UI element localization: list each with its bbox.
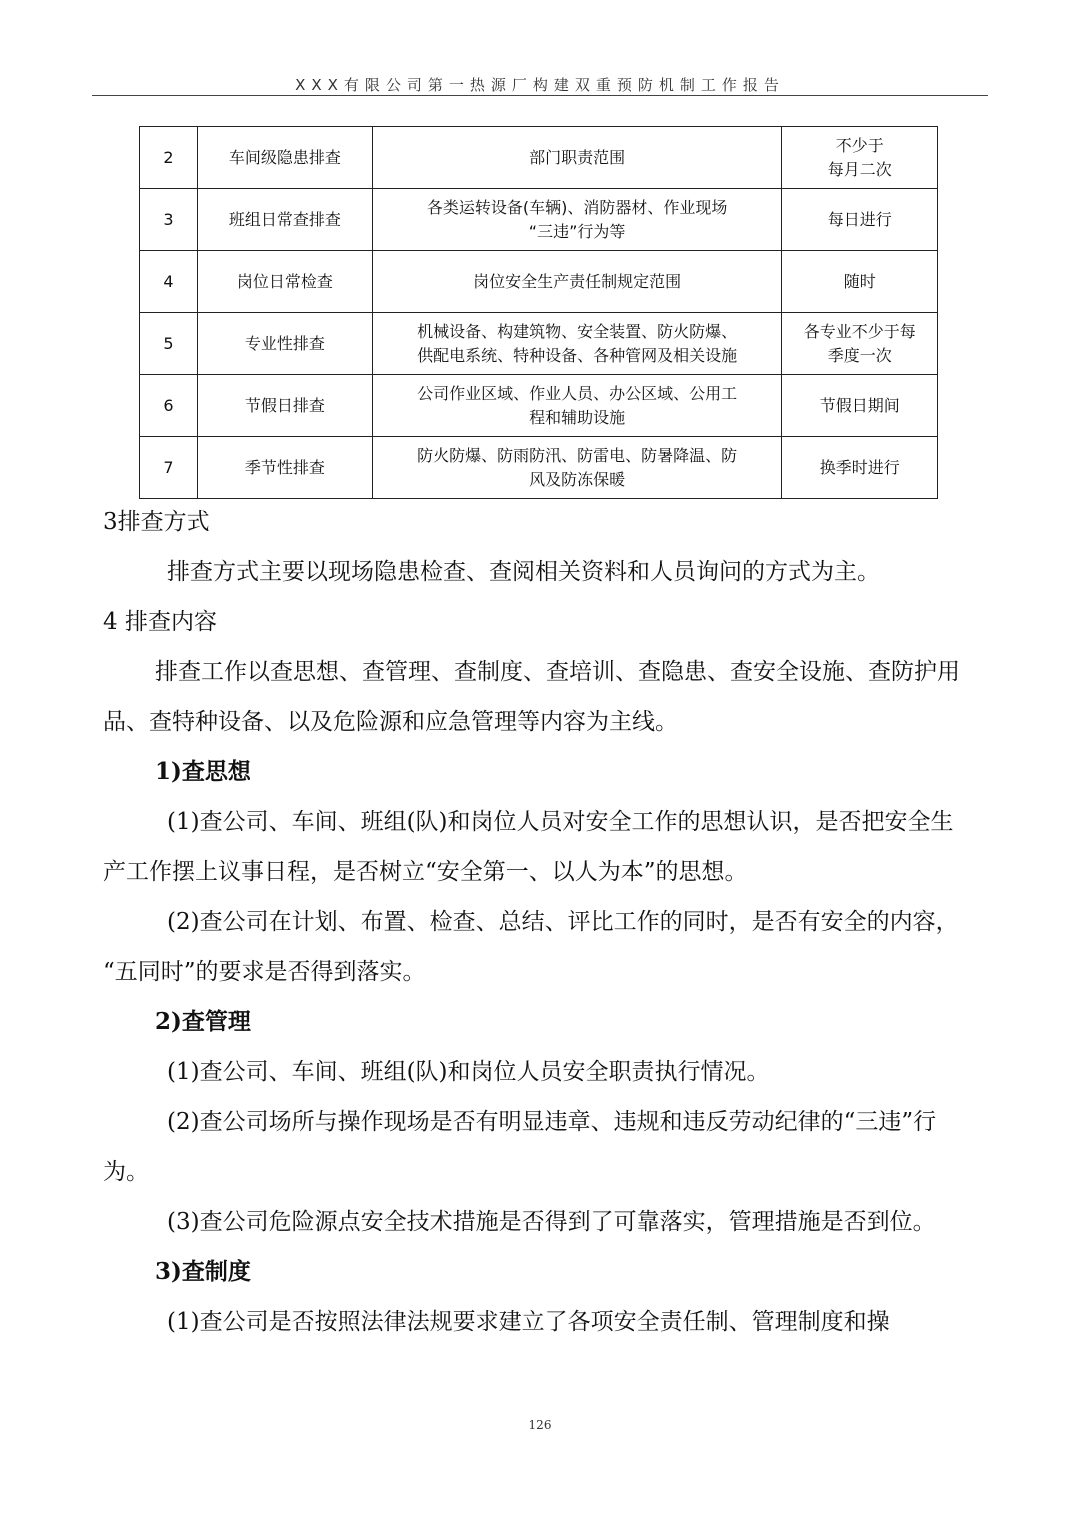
frequency-cell: 节假日期间 [782,375,938,437]
inspection-table [139,126,938,499]
subsection-3-item-1: (1)查公司是否按照法律法规要求建立了各项安全责任制、管理制度和操 [167,1309,890,1335]
frequency-cell: 不少于 每月二次 [782,127,938,189]
inspection-type-cell: 班组日常查排查 [197,189,372,251]
row-number-cell: 7 [140,437,198,499]
table-row [140,313,938,375]
body-content [103,497,975,1347]
row-number-cell: 5 [140,313,198,375]
subsection-2-heading: 2)查管理 [155,1008,251,1035]
row-number-cell: 2 [140,127,198,189]
inspection-type-cell: 节假日排查 [197,375,372,437]
row-number-cell: 4 [140,251,198,313]
inspection-scope-cell: 防火防爆、防雨防汛、防雷电、防暑降温、防 风及防冻保暖 [372,437,782,499]
inspection-type-cell: 专业性排查 [197,313,372,375]
inspection-type-cell: 岗位日常检查 [197,251,372,313]
table-row [140,251,938,313]
subsection-2-item-2: (2)查公司场所与操作现场是否有明显违章、违规和违反劳动纪律的“三违”行为。 [103,1109,937,1185]
subsection-1-heading: 1)查思想 [155,758,251,785]
frequency-cell: 随时 [782,251,938,313]
subsection-1-item-1: (1)查公司、车间、班组(队)和岗位人员对安全工作的思想认识，是否把安全生产工作摆上议事日程，是否树立“安全第一、以人为本”的思想。 [103,809,954,885]
table-row [140,437,938,499]
inspection-scope-cell: 各类运转设备(车辆)、消防器材、作业现场 “三违”行为等 [372,189,782,251]
page-header: XXX有限公司第一热源厂构建双重预防机制工作报告 [295,76,785,94]
inspection-type-cell: 季节性排查 [197,437,372,499]
row-number-cell: 3 [140,189,198,251]
subsection-3-heading: 3)查制度 [155,1258,251,1285]
section-4-paragraph: 排查工作以查思想、查管理、查制度、查培训、查隐患、查安全设施、查防护用品、查特种设备、以及危险源和应急管理等内容为主线。 [103,659,960,735]
subsection-2-item-3: (3)查公司危险源点安全技术措施是否得到了可靠落实，管理措施是否到位。 [167,1209,936,1235]
inspection-scope-cell: 岗位安全生产责任制规定范围 [372,251,782,313]
section-4-heading: 4 排查内容 [103,609,217,635]
frequency-cell: 换季时进行 [782,437,938,499]
inspection-scope-cell: 机械设备、构建筑物、安全装置、防火防爆、 供配电系统、特种设备、各种管网及相关设施 [372,313,782,375]
page-number: 126 [528,1418,552,1432]
section-3-heading: 3排查方式 [103,509,210,535]
table-row [140,127,938,189]
inspection-scope-cell: 部门职责范围 [372,127,782,189]
frequency-cell: 各专业不少于每 季度一次 [782,313,938,375]
table-row [140,189,938,251]
section-3-paragraph: 排查方式主要以现场隐患检查、查阅相关资料和人员询问的方式为主。 [167,559,880,585]
subsection-2-item-1: (1)查公司、车间、班组(队)和岗位人员安全职责执行情况。 [167,1059,770,1085]
table-row [140,375,938,437]
inspection-type-cell: 车间级隐患排查 [197,127,372,189]
inspection-scope-cell: 公司作业区域、作业人员、办公区域、公用工 程和辅助设施 [372,375,782,437]
frequency-cell: 每日进行 [782,189,938,251]
subsection-1-item-2: (2)查公司在计划、布置、检查、总结、评比工作的同时，是否有安全的内容， “五同时”的要求是否得到落实。 [103,909,959,985]
header-rule [92,95,988,96]
row-number-cell: 6 [140,375,198,437]
